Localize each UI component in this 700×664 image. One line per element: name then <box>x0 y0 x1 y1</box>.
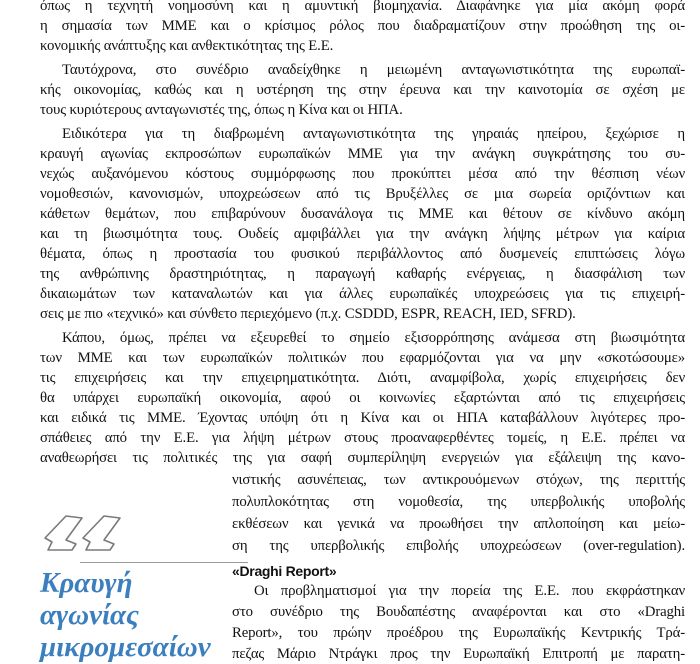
paragraph-line: Report», του πρώην προέδρου της Ευρωπαϊκής Κεντρικής Τρά- <box>232 625 685 641</box>
pull-quote-rule <box>80 562 248 563</box>
paragraph-line: Ειδικότερα για τη διαβρωμένη ανταγωνιστικότητα της γηραιάς ηπείρου, ξεχώρισε η <box>62 126 685 142</box>
paragraph-line: των ΜΜΕ και των ευρωπαϊκών πολιτικών που εφαρμόζονται για να μην «σκοτώσουμε» <box>40 350 685 366</box>
quote-marks-icon <box>42 512 160 554</box>
paragraph-line: σπάθειες από την Ε.Ε. για λήψη μέτρων στους προαναφερθέντες τομείς, η Ε.Ε. πρέπει να <box>40 430 685 446</box>
paragraph-line: κονομικής ανάπτυξης και ανθεκτικότητας της Ε.Ε. <box>40 38 334 54</box>
paragraph-line: κραυγή αγωνίας εκπροσώπων ευρωπαϊκών ΜΜΕ για την ανάγκη συγκράτησης του συ- <box>40 146 685 162</box>
paragraph-line: κάθετων θεμάτων, που επιβαρύνουν δυσανάλογα τις ΜΜΕ και θέτουν σε κίνδυνο ακόμη <box>40 206 685 222</box>
paragraph-line: νιστικής ασυνέπειας, των αντικρουόμενων στόχων, της περιττής <box>232 472 685 488</box>
paragraph-line: δικαιωμάτων των καταναλωτών και για άλλες ευρωπαϊκές υποχρεώσεις για τις επιχειρή- <box>40 286 685 302</box>
paragraph-line: Ταυτόχρονα, στο συνέδριο αναδείχθηκε η μειωμένη ανταγωνιστικότητα της ευρωπαϊ- <box>62 62 685 78</box>
pull-quote-line: αγωνίας <box>40 599 139 631</box>
paragraph-line: ση της υπερβολικής επιβολής υποχρεώσεων (over-regulation). <box>232 538 685 554</box>
paragraph-line: της ανθρώπινης δραστηριότητας, η παραγωγή καθαρής ενέργειας, η διασφάλιση των <box>40 266 685 282</box>
paragraph-line: πολυπλοκότητας στη νομοθεσία, της υπερβολικής υποβολής <box>232 494 685 510</box>
paragraph-line: σεις με πιο «τεχνικό» και σύνθετο περιεχόμενο (π.χ. CSDDD, ESPR, REACH, IED, SFRD). <box>40 306 576 322</box>
paragraph-line: Οι προβληματισμοί για την πορεία της Ε.Ε. που εκφράστηκαν <box>254 583 685 599</box>
pull-quote <box>40 512 220 663</box>
pull-quote-line: μικρομεσαίων <box>40 631 211 663</box>
paragraph-line: τις επιχειρήσεις και την επιχειρηματικότητα. Διότι, αναμφίβολα, χωρίς επιχειρήσεις δεν <box>40 370 685 386</box>
paragraph-line: εκθέσεων και γενικά να προωθήσει την απλοποίηση και μείω- <box>232 516 685 532</box>
paragraph-line: κής οικονομίας, καθώς και η υστέρηση της στην έρευνα και την καινοτομία σε σχέση με <box>40 82 685 98</box>
paragraph-line: όπως η τεχνητή νοημοσύνη και η αμυντική βιομηχανία. Διαφάνηκε για μία ακόμη φορά <box>40 0 685 14</box>
paragraph-line: και ειδικά τις ΜΜΕ. Έχοντας υπόψη ότι η Κίνα και οι ΗΠΑ καταβάλλουν λιγότερες προ- <box>40 410 685 426</box>
paragraph-line: θα υπάρχει ευρωπαϊκή οικονομία, αφού οι κοινωνίες εξαρτώνται από τις επιχειρήσεις <box>40 390 685 406</box>
paragraph-line: πεζας Μάριο Ντράγκι προς την Ευρωπαϊκή Επιτροπή με παρατη- <box>232 646 685 662</box>
paragraph-line: τους κυριότερους ανταγωνιστές της, όπως η Κίνα και οι ΗΠΑ. <box>40 102 403 118</box>
pull-quote-line: Κραυγή <box>40 567 133 599</box>
paragraph-line: αναθεωρήσει τις πολιτικές της για σαφή συμπερίληψη ενεργειών για εξάλειψη της κανο- <box>40 450 685 466</box>
paragraph-line: θέματα, όπως η προστασία του φυσικού περιβάλλοντος από δυσμενείς επιπτώσεις λόγω <box>40 246 685 262</box>
paragraph-line: στο συνέδριο της Βουδαπέστης αναφέρονται και στο «Draghi <box>232 604 685 620</box>
paragraph-line: και τη βιωσιμότητα τους. Ουδείς αμφιβάλλει για την ανάγκη λήψης μέτρων για καίρια <box>40 226 685 242</box>
paragraph-line: νομοθεσιών, κανονισμών, υποχρεώσεων από τις Βρυξέλλες σε μια σωρεία οριζόντιων και <box>40 186 685 202</box>
paragraph-line: Κάπου, όμως, πρέπει να εξευρεθεί το σημείο εξισορρόπησης ανάμεσα στη βιωσιμότητα <box>62 330 685 346</box>
paragraph-line: νεχώς αυξανόμενου κόστους συμμόρφωσης που προκύπτει μέσα από την θέσπιση νέων <box>40 166 685 182</box>
paragraph-line: η σημασία των ΜΜΕ και ο κρίσιμος ρόλος που διαδραματίζουν στην προώθηση της οι- <box>40 18 685 34</box>
section-subheading: «Draghi Report» <box>232 563 337 579</box>
